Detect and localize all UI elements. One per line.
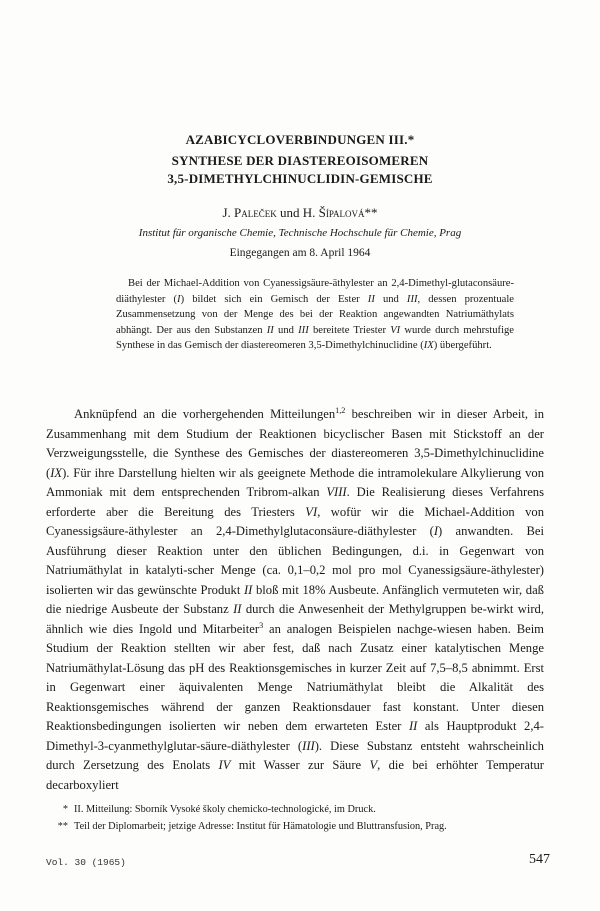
citation-ref: 1,2 [335,405,346,415]
footnote-text: Teil der Diplomarbeit; jetzige Adresse: Institut für Hämatologie und Bluttransfusion, Prag. [74,820,447,832]
footnote [46,819,552,836]
compound-ref: II [243,582,253,597]
footnotes [46,802,552,835]
affiliation: Institut für organische Chemie, Technische Hochschule für Chemie, Prag [138,227,462,239]
footnote-mark: * [62,804,68,815]
compound-ref: II [367,293,375,305]
page-number: 547 [529,852,550,867]
article-title-series: AZABICYCLOVERBINDUNGEN III.* [185,132,415,147]
citation-ref: 3 [259,620,264,630]
compound-ref: VIII [326,485,347,499]
compound-ref: VI [305,504,318,519]
body-text [46,405,544,795]
compound-ref: II [266,324,274,336]
compound-ref: IX [50,465,63,480]
compound-ref: I [177,293,181,305]
compound-ref: IV [218,758,231,772]
author2-name: Šípalová [318,205,365,220]
abstract-paragraph: Bei der Michael-Addition von Cyanessigsäure-äthylester an 2,4-Dimethyl-glutaconsäure-diäthylester (I) bildet sich ein Gemisch der Ester II und III, dessen prozentuale Zusammensetzung von der Menge des bei der Reaktion angewandten Natriumäthylats abhängt. Der aus den Substanzen II und III bereitete Triester VI wurde durch mehrstufige Synthese in das Gemisch der diastereomeren 3,5-Dimethylchinuclidine (IX) übergeführt. [116,278,515,352]
article-title-line1: SYNTHESE DER DIASTEREOISOMEREN [171,153,429,168]
author1-name: Paleček [234,205,277,220]
compound-ref: IX [423,340,434,352]
footnote-mark: ** [57,820,68,832]
footnote [46,802,552,819]
abstract [116,276,514,354]
body-paragraph: Anknüpfend an die vorhergehenden Mitteilungen$^{1,2}$ beschreiben wir in dieser Arbeit, in Zusammenhang mit dem Studium der Reaktionen bicyclischer Basen mit Stickstoff an der Verzweigungsstelle, die Synthese des Gemisches der diastereomeren 3,5-Dimethylchinuclidine (IX). Für ihre Darstellung hielten wir als geeignete Methode die intramolekulare Alkylierung von Ammoniak mit dem entsprechenden Tribrom-alkan VIII. Die Realisierung dieses Verfahrens erforderte aber die Bereitung des Triesters VI, wofür wir die Michael-Addition von Cyanessigsäure-äthylester an 2,4-Dimethylglutaconsäure-diäthylester (I) anwandten. Bei Ausführung dieser Reaktion unter den üblichen Bedingungen, d.i. in Gegenwart von Natriumäthylat in katalyti-scher Menge (ca. 0,1–0,2 mol pro mol Cyanessigsäure-äthylester) isolierten wir das gewünschte Produkt II bloß mit 18% Ausbeute. Anfänglich vermuteten wir, daß die niedrige Ausbeute der Substanz II durch die Anwesenheit der Methylgruppen be-wirkt wird, ähnlich wie dies Ingold und Mitarbeiter$^3$ an analogen Beispielen nachge-wiesen haben. Beim Studium der Reaktion stellten wir aber fest, daß nach Zusatz einer katalytischen Menge Natriumäthylat-Lösung das pH des Reaktionsgemisches in kurzer Zeit auf 7,5–8,5 abnimmt. Erst in Gegenwart einer äquivalenten Menge Natriumäthylat bleibt die Alkalität des Reaktionsgemisches während der ganzen Reaktionsdauer fast konstant. Unter diesen Reaktionsbedingungen isolierten wir neben dem erwarteten Ester II als Hauptprodukt 2,4-Dimethyl-3-cyanmethylglutar-säure-diäthylester (III). Diese Substanz entsteht wahrscheinlich durch Zersetzung des Enolats IV mit Wasser zur Säure V, die bei erhöhter Temperatur decarboxyliert [46,405,545,792]
received-date: Eingegangen am 8. April 1964 [229,247,371,259]
author-separator: und [280,205,300,220]
compound-ref: II [233,602,242,616]
compound-ref: III [406,293,418,305]
compound-ref: VI [390,324,401,336]
compound-ref: II [408,719,418,733]
compound-ref: III [298,324,309,336]
footnote-text: II. Mitteilung: Sborník Vysoké školy chemicko-technologické, im Druck. [74,804,376,815]
compound-ref: V [369,758,378,772]
author2-initial: H. [302,205,316,220]
journal-volume: Vol. 30 (1965) [46,857,126,868]
article-title-line2: 3,5-DIMETHYLCHINUCLIDIN-GEMISCHE [167,171,433,186]
author-line [0,205,600,221]
compound-ref: III [302,738,315,753]
author1-initial: J. [222,205,231,220]
author2-footnote-mark: ** [364,205,378,220]
compound-ref: I [433,524,439,538]
